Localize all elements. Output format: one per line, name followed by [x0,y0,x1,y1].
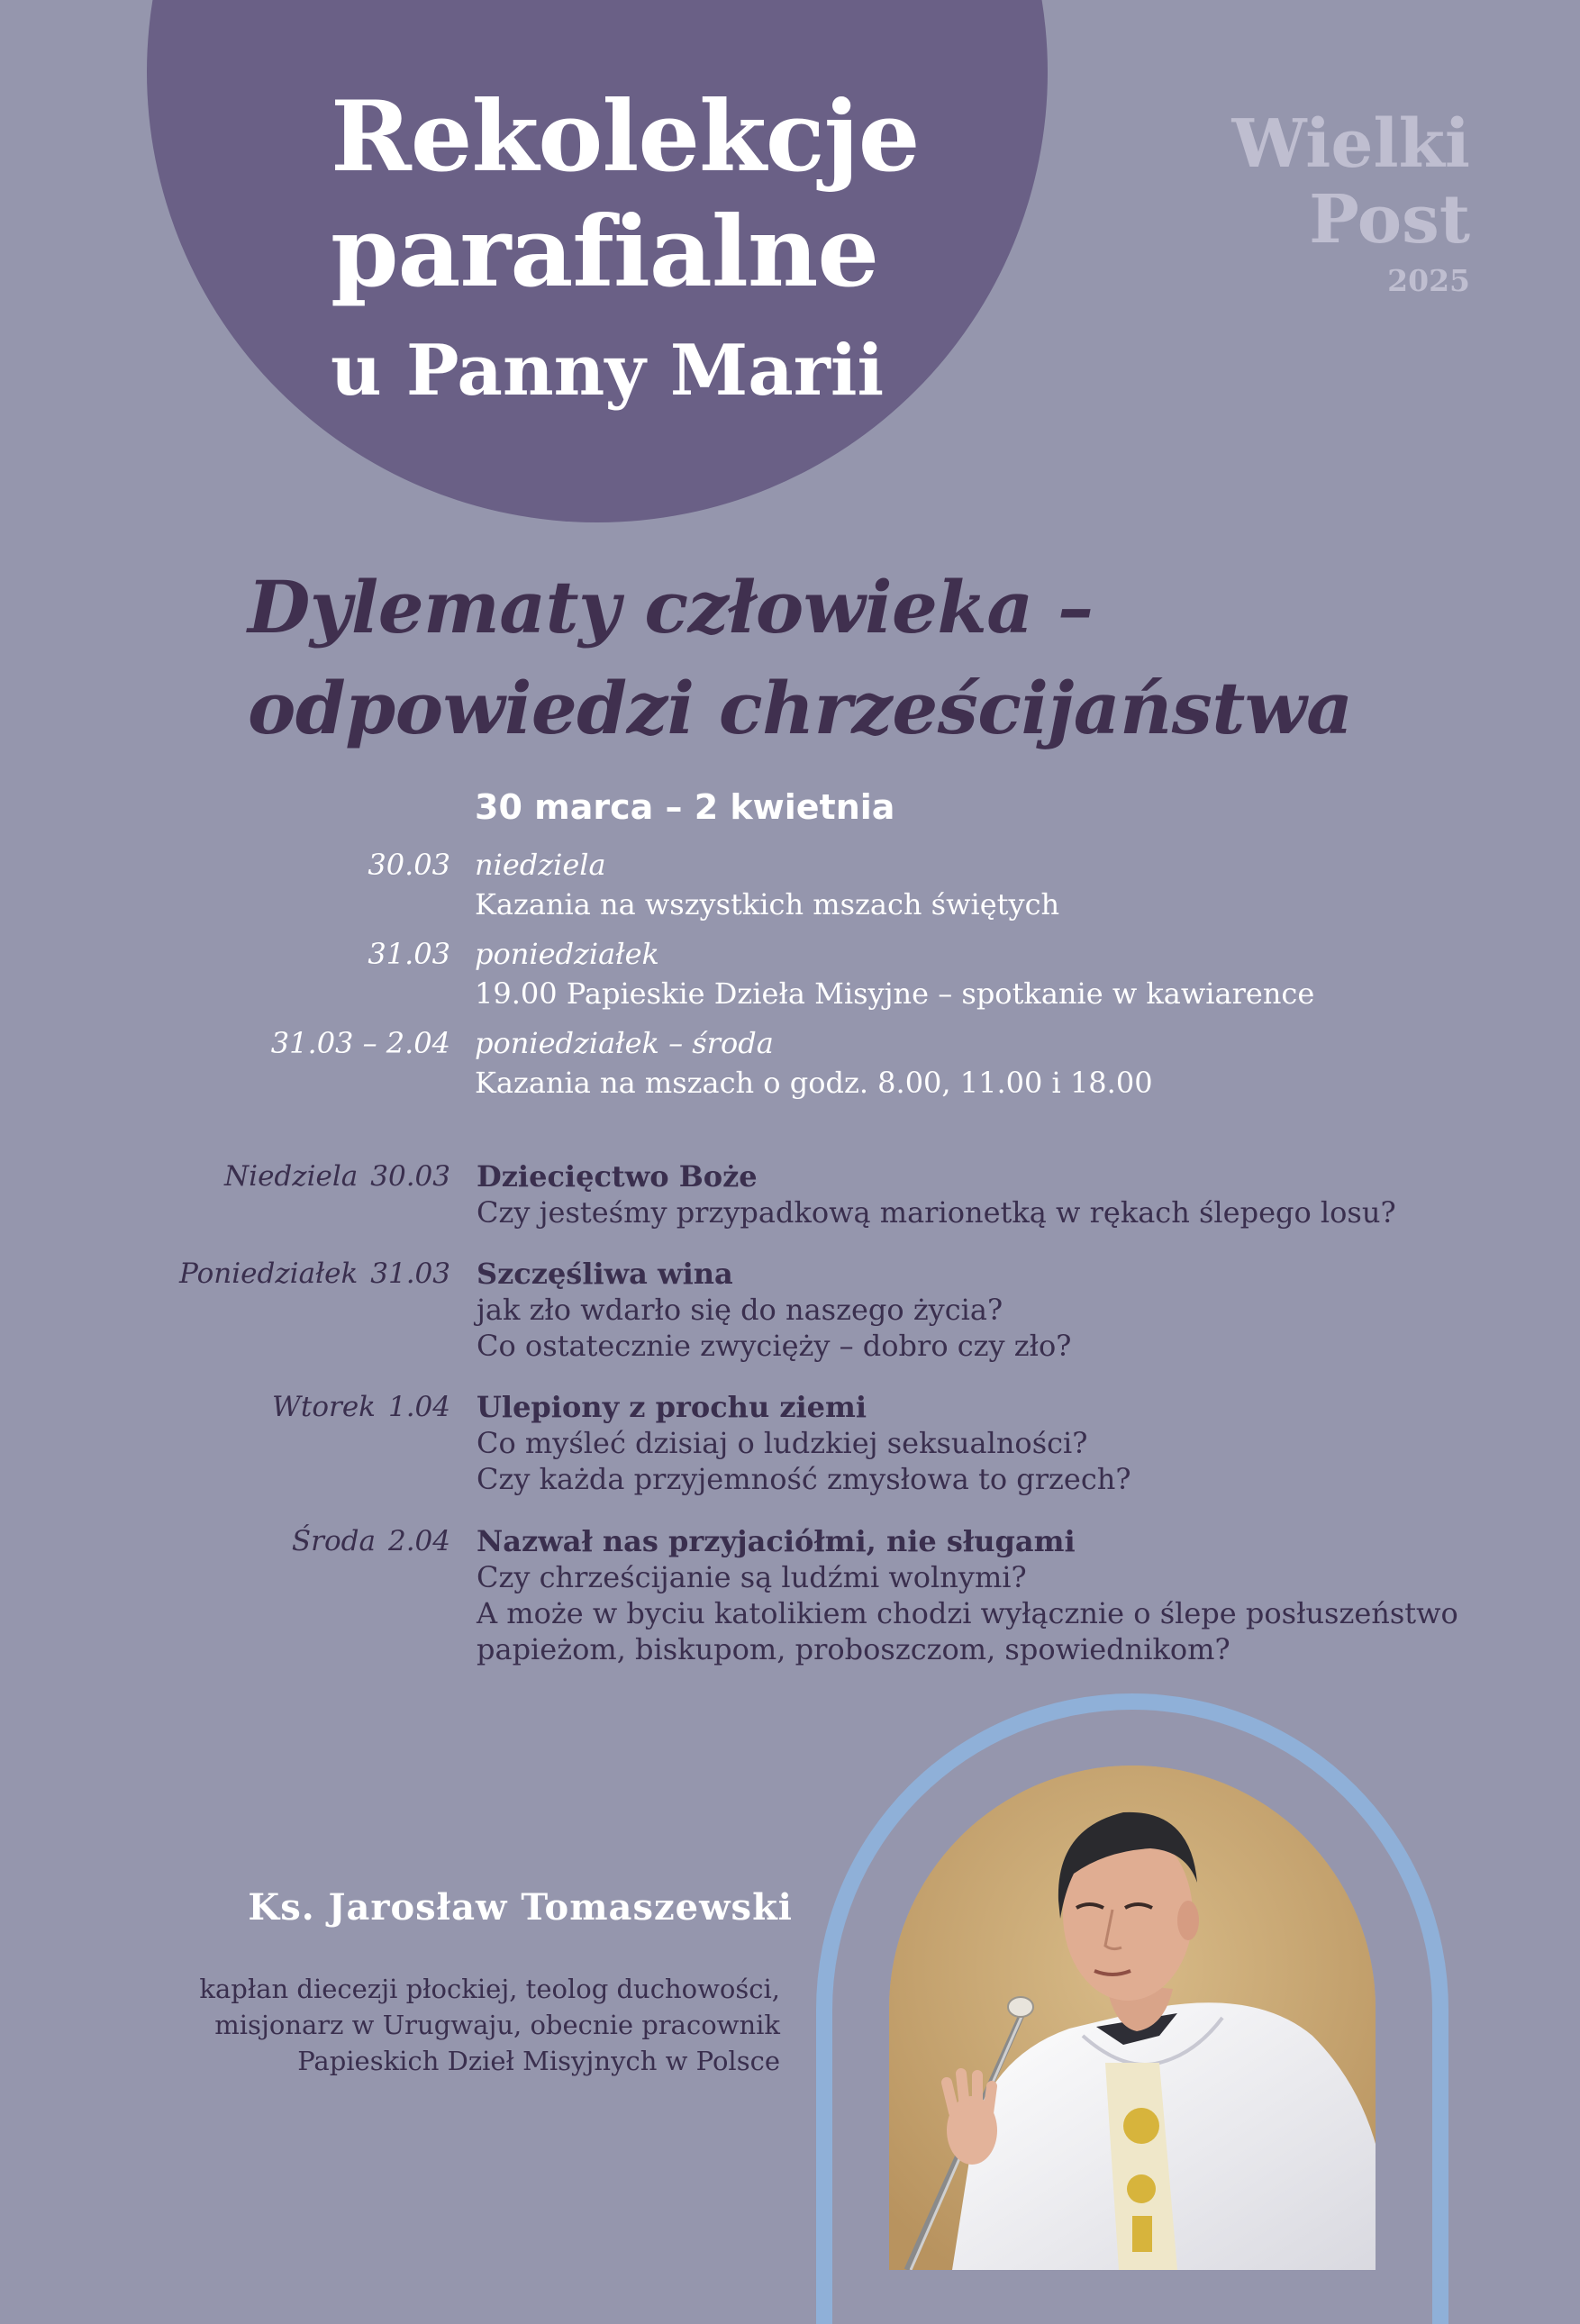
dates-range: 30 marca – 2 kwietnia [475,787,895,827]
schedule-day: poniedziałek – środa [475,1026,774,1060]
talk-date: 31.03 [370,1257,450,1290]
title-block [331,79,919,416]
talk-line: A może w byciu katolikiem chodzi wyłącznie o ślepe posłuszeństwo [477,1596,1458,1630]
talk-weekday: Wtorek [272,1391,376,1423]
theme-line-1: Dylematy człowieka – [248,565,1094,649]
talk-line: Co ostatecznie zwycięży – dobro czy zło? [477,1329,1072,1363]
schedule-description: Kazania na wszystkich mszach świętych [475,887,1060,921]
talk-line: Co myśleć dzisiaj o ludzkiej seksualności? [477,1426,1088,1460]
talk-date: 30.03 [370,1160,450,1193]
schedule-description: 19.00 Papieskie Dzieła Misyjne – spotkanie w kawiarence [475,976,1315,1011]
title-subtitle: u Panny Marii [331,330,885,412]
speaker-photo [889,1766,1376,2270]
season-line-2: Post [1309,181,1470,259]
talk-weekday: Poniedziałek [179,1257,359,1290]
schedule-description: Kazania na mszach o godz. 8.00, 11.00 i 18.00 [475,1066,1153,1100]
schedule-date: 30.03 [368,848,450,882]
talk-date: 2.04 [387,1525,450,1557]
schedule-day: niedziela [475,848,606,882]
talk-title: Dziecięctwo Boże [477,1159,758,1194]
theme-line-2: odpowiedzi chrześcijaństwa [248,666,1353,750]
theme-heading [248,557,1353,758]
schedule-date: 31.03 – 2.04 [270,1026,450,1060]
title-line-1: Rekolekcje [331,80,920,194]
talk-day-label [224,1158,450,1194]
talk-title: Ulepiony z prochu ziemi [477,1390,867,1424]
talk-title: Szczęśliwa wina [477,1257,733,1291]
speaker-bio-line: misjonarz w Urugwaju, obecnie pracownik [214,2010,780,2040]
talk-line: jak zło wdarło się do naszego życia? [477,1293,1003,1327]
talk-date: 1.04 [387,1391,450,1423]
talk-day-label [272,1389,450,1425]
talk-weekday: Niedziela [224,1160,359,1193]
talk-line: Czy jesteśmy przypadkową marionetką w rękach ślepego losu? [477,1195,1396,1230]
season-year: 2025 [1387,263,1470,298]
talk-day-label [179,1256,450,1292]
talk-line: Czy każda przyjemność zmysłowa to grzech? [477,1462,1131,1496]
season-line-1: Wielki [1231,105,1470,183]
speaker-bio-line: kapłan diecezji płockiej, teolog duchowości, [199,1974,780,2004]
speaker-name: Ks. Jarosław Tomaszewski [248,1886,793,1929]
talk-line: papieżom, biskupom, proboszczom, spowiednikom? [477,1632,1230,1666]
schedule-day: poniedziałek [475,937,659,971]
title-line-2: parafialne [331,195,879,309]
talk-title: Nazwał nas przyjaciółmi, nie sługami [477,1524,1076,1558]
talk-line: Czy chrześcijanie są ludźmi wolnymi? [477,1560,1027,1594]
season-label [1232,106,1471,301]
talk-day-label [292,1523,450,1559]
speaker-bio [199,1971,780,2079]
speaker-photo-illustration [889,1766,1376,2270]
talk-weekday: Środa [291,1525,376,1557]
schedule-date: 31.03 [368,937,450,971]
speaker-bio-line: Papieskich Dzieł Misyjnych w Polsce [297,2046,780,2076]
